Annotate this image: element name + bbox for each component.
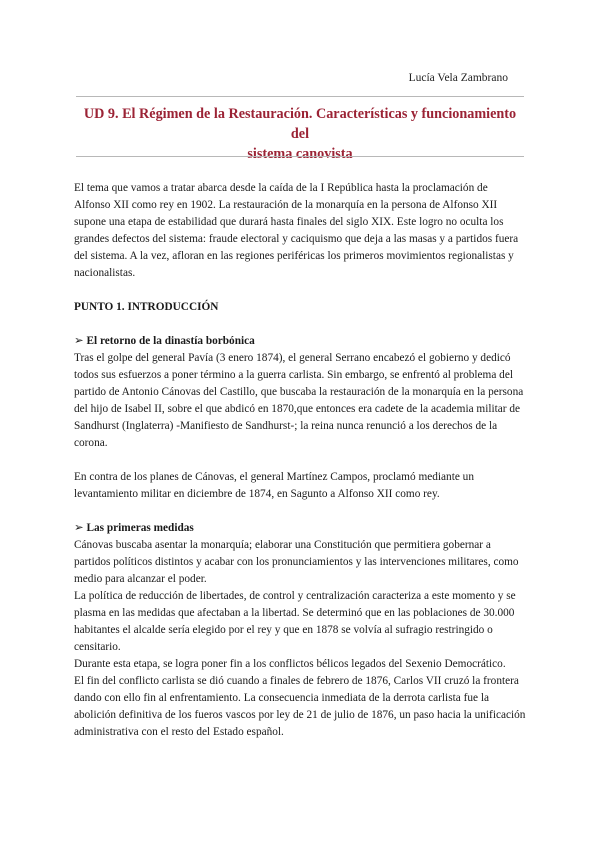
title-line-1: UD 9. El Régimen de la Restauración. Características y funcionamiento del — [83, 106, 517, 142]
arrow-bullet-icon: ➢ — [74, 522, 84, 534]
subsection-title-text: El retorno de la dinastía borbónica — [86, 335, 255, 347]
title-line-2: sistema canovista — [247, 146, 353, 162]
paragraph: La política de reducción de libertades, de control y centralización caracteriza a este momento y se plasma en las medidas que afectaban a la libertad. Se determinó que en las poblaciones de 30.000 habitantes el alcalde sería elegido por el rey y que en 1878 se volvía al sufragio restringido o censitario. — [74, 590, 516, 653]
paragraph: El fin del conflicto carlista se dió cuando a finales de febrero de 1876, Carlos VII cruzó la frontera dando con ello fin al enfrentamiento. La consecuencia inmediata de la derrota carlista fue la abolición definitiva de los fueros vascos por ley de 21 de julio de 1876, un paso hacia la unificación administrativa con el resto del Estado español. — [74, 675, 526, 738]
paragraph: En contra de los planes de Cánovas, el general Martínez Campos, proclamó mediante un levantamiento militar en diciembre de 1874, en Sagunto a Alfonso XII como rey. — [74, 471, 474, 500]
document-title — [76, 104, 524, 164]
subsection-title-text: Las primeras medidas — [86, 522, 194, 534]
intro-paragraph: El tema que vamos a tratar abarca desde la caída de la I República hasta la proclamación de Alfonso XII como rey en 1902. La restauración de la monarquía en la persona de Alfonso XII supone una etapa de estabilidad que durará hasta finales del siglo XIX. Este logro no oculta los grandes defectos del sistema: fraude electoral y caciquismo que deja a las masas y a partidos fuera del sistema. A la vez, afloran en las regiones periféricas los primeros movimientos regionalistas y nacionalistas. — [74, 182, 519, 279]
paragraph: Tras el golpe del general Pavía (3 enero 1874), el general Serrano encabezó el gobierno y dedicó todos sus esfuerzos a poner término a la guerra carlista. Sin embargo, se enfrentó al problema del partido de Antonio Cánovas del Castillo, que buscaba la restauración de la monarquía en la persona del hijo de Isabel II, sobre el que abdicó en 1870,que entonces era cadete de la academia militar de Sandhurst (Inglaterra) -Manifiesto de Sandhurst-; la reina nunca renunció a los derechos de la corona. — [74, 352, 524, 449]
subsection-title — [74, 520, 526, 537]
title-rule-top — [76, 96, 524, 97]
subsection-title — [74, 333, 526, 350]
document-body — [74, 180, 526, 741]
author-name: Lucía Vela Zambrano — [408, 72, 508, 84]
paragraph: Durante esta etapa, se logra poner fin a los conflictos bélicos legados del Sexenio Democrático. — [74, 658, 506, 670]
section-heading: PUNTO 1. INTRODUCCIÓN — [74, 301, 219, 313]
arrow-bullet-icon: ➢ — [74, 335, 84, 347]
paragraph: Cánovas buscaba asentar la monarquía; elaborar una Constitución que permitiera gobernar a partidos políticos distintos y acabar con los pronunciamientos y las intervenciones militares, como medio para alcanzar el poder. — [74, 539, 519, 585]
title-rule-bottom — [76, 156, 524, 157]
